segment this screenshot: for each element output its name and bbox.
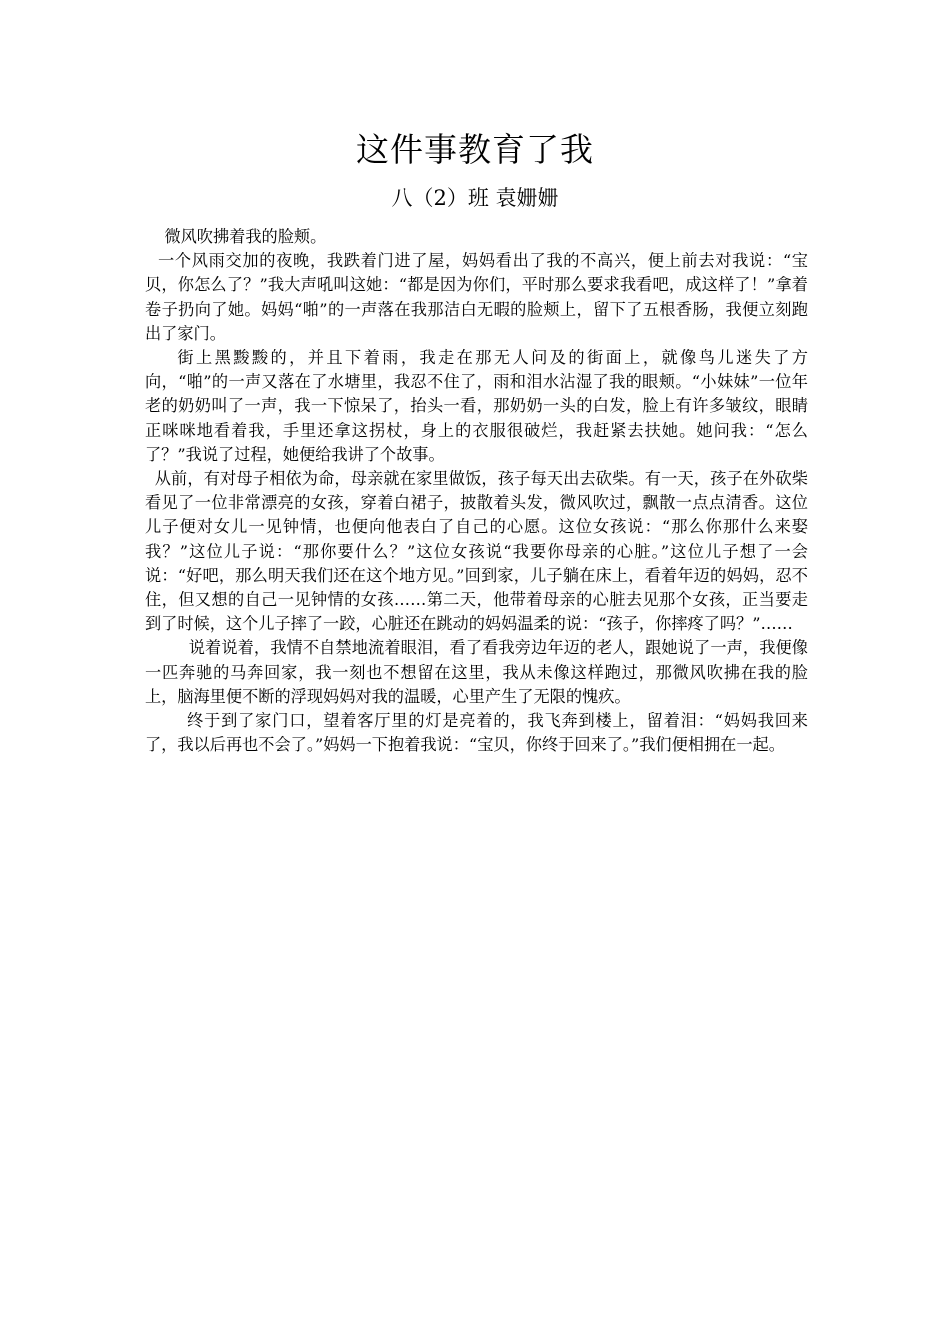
document-body (145, 225, 808, 757)
paragraph: 微风吹拂着我的脸颊。 (164, 227, 327, 246)
paragraph: 终于到了家门口，望着客厅里的灯是亮着的，我飞奔到楼上，留着泪：“妈妈我回来了，我以后再也不会了。”妈妈一下抱着我说：“宝贝，你终于回来了。”我们便相拥在一起。 (145, 711, 808, 755)
paragraph: 从前，有对母子相依为命，母亲就在家里做饭，孩子每天出去砍柴。有一天，孩子在外砍柴看见了一位非常漂亮的女孩，穿着白裙子，披散着头发，微风吹过，飘散一点点清香。这位儿子便对女儿一见钟情，也便向他表白了自己的心愿。这位女孩说：“那么你那什么来娶我？”这位儿子说：“那你要什么？”这位女孩说“我要你母亲的心脏。”这位儿子想了一会说：“好吧，那么明天我们还在这个地方见。”回到家，儿子躺在床上，看着年迈的妈妈，忍不住，但又想的自己一见钟情的女孩……第二天，他带着母亲的心脏去见那个女孩，正当要走到了时候，这个儿子摔了一跤，心脏还在跳动的妈妈温柔的说：“孩子，你摔疼了吗？”…… (145, 469, 808, 634)
paragraph: 街上黑黢黢的，并且下着雨，我走在那无人问及的街面上，就像鸟儿迷失了方向，“啪”的一声又落在了水塘里，我忍不住了，雨和泪水沾湿了我的眼颊。“小妹妹”一位年老的奶奶叫了一声，我一下惊呆了，抬头一看，那奶奶一头的白发，脸上有许多皱纹，眼睛正咪咪地看着我，手里还拿这拐杖，身上的衣服很破烂，我赶紧去扶她。她问我：“怎么了？”我说了过程，她便给我讲了个故事。 (145, 348, 808, 464)
paragraph: 一个风雨交加的夜晚，我跌着门进了屋，妈妈看出了我的不高兴，便上前去对我说：“宝贝，你怎么了？”我大声吼叫这她：“都是因为你们，平时那么要求我看吧，成这样了！”拿着卷子扔向了她。妈妈“啪”的一声落在我那洁白无暇的脸颊上，留下了五根香肠，我便立刻跑出了家门。 (145, 251, 808, 343)
document-title: 这件事教育了我 (356, 130, 594, 169)
author-byline: 八（2）班 袁姗姗 (391, 186, 559, 210)
paragraph: 说着说着，我情不自禁地流着眼泪，看了看我旁边年迈的老人，跟她说了一声，我便像一匹奔驰的马奔回家，我一刻也不想留在这里，我从未像这样跑过，那微风吹拂在我的脸上，脑海里便不断的浮现妈妈对我的温暖，心里产生了无限的愧疚。 (145, 638, 808, 706)
